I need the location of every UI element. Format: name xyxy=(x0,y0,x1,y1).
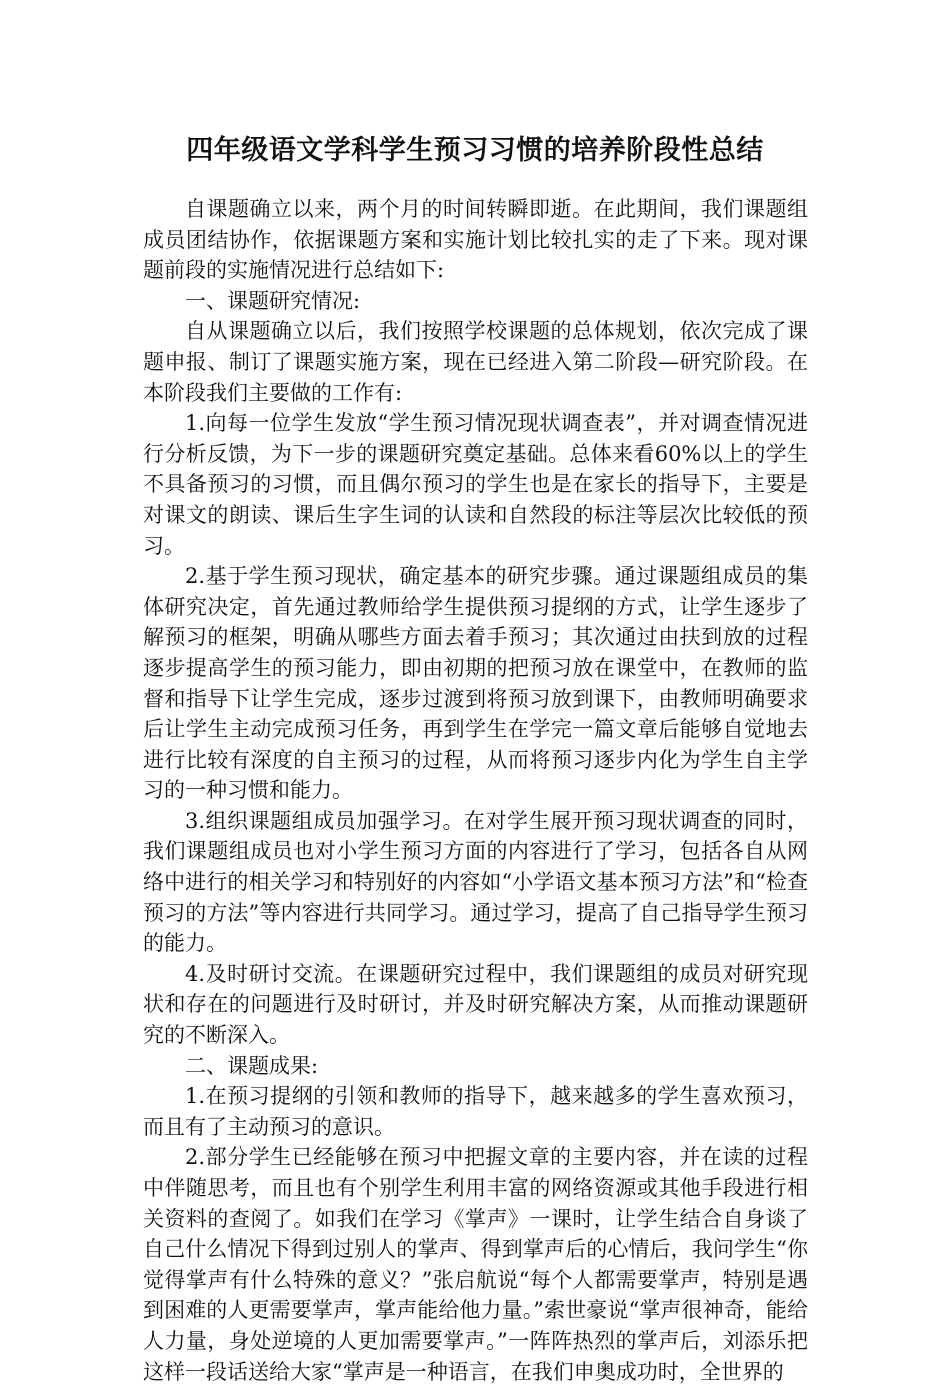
paragraph-item-1: 1.向每一位学生发放“学生预习情况现状调查表”，并对调查情况进行分析反馈，为下一步的课题研究奠定基础。总体来看60%以上的学生不具备预习的习惯，而且偶尔预习的学生也是在家长的指导下，主要是对课文的朗读、课后生字生词的认读和自然段的标注等层次比较低的预习。 xyxy=(143,411,808,558)
document-body xyxy=(143,194,808,1387)
section-heading-results: 二、课题成果: xyxy=(185,1053,319,1078)
paragraph-result-2: 2.部分学生已经能够在预习中把握文章的主要内容，并在读的过程中伴随思考，而且也有个别学生利用丰富的网络资源或其他手段进行相关资料的查阅了。如我们在学习《掌声》一课时，让学生结合自身谈了自己什么情况下得到过别人的掌声、得到掌声后的心情后，我问学生“你觉得掌声有什么特殊的意义？”张启航说“每个人都需要掌声，特别是遇到困难的人更需要掌声，掌声能给他力量。”索世豪说“掌声很神奇，能给人力量，身处逆境的人更加需要掌声。”一阵阵热烈的掌声后，刘添乐把这样一段话送给大家“掌声是一种语言，在我们申奥成功时，全世界的 xyxy=(143,1145,808,1384)
section-heading-research: 一、课题研究情况: xyxy=(185,288,361,313)
paragraph-research-overview: 自从课题确立以后，我们按照学校课题的总体规划，依次完成了课题申报、制订了课题实施方案，现在已经进入第二阶段—研究阶段。在本阶段我们主要做的工作有: xyxy=(143,319,808,405)
paragraph-result-1: 1.在预习提纲的引领和教师的指导下，越来越多的学生喜欢预习，而且有了主动预习的意识。 xyxy=(143,1084,808,1139)
paragraph-item-2: 2.基于学生预习现状，确定基本的研究步骤。通过课题组成员的集体研究决定，首先通过教师给学生提供预习提纲的方式，让学生逐步了解预习的框架，明确从哪些方面去着手预习；其次通过由扶到放的过程逐步提高学生的预习能力，即由初期的把预习放在课堂中，在教师的监督和指导下让学生完成，逐步过渡到将预习放到课下，由教师明确要求后让学生主动完成预习任务，再到学生在学完一篇文章后能够自觉地去进行比较有深度的自主预习的过程，从而将预习逐步内化为学生自主学习的一种习惯和能力。 xyxy=(143,564,808,803)
paragraph-item-3: 3.组织课题组成员加强学习。在对学生展开预习现状调查的同时，我们课题组成员也对小学生预习方面的内容进行了学习，包括各自从网络中进行的相关学习和特别好的内容如“小学语文基本预习方法”和“检查预习的方法”等内容进行共同学习。通过学习，提高了自己指导学生预习的能力。 xyxy=(143,808,808,956)
document-title: 四年级语文学科学生预习习惯的培养阶段性总结 xyxy=(186,135,764,166)
paragraph-intro: 自课题确立以来，两个月的时间转瞬即逝。在此期间，我们课题组成员团结协作，依据课题方案和实施计划比较扎实的走了下来。现对课题前段的实施情况进行总结如下: xyxy=(143,197,808,283)
paragraph-item-4: 4.及时研讨交流。在课题研究过程中，我们课题组的成员对研究现状和存在的问题进行及时研讨，并及时研究解决方案，从而推动课题研究的不断深入。 xyxy=(143,961,808,1048)
